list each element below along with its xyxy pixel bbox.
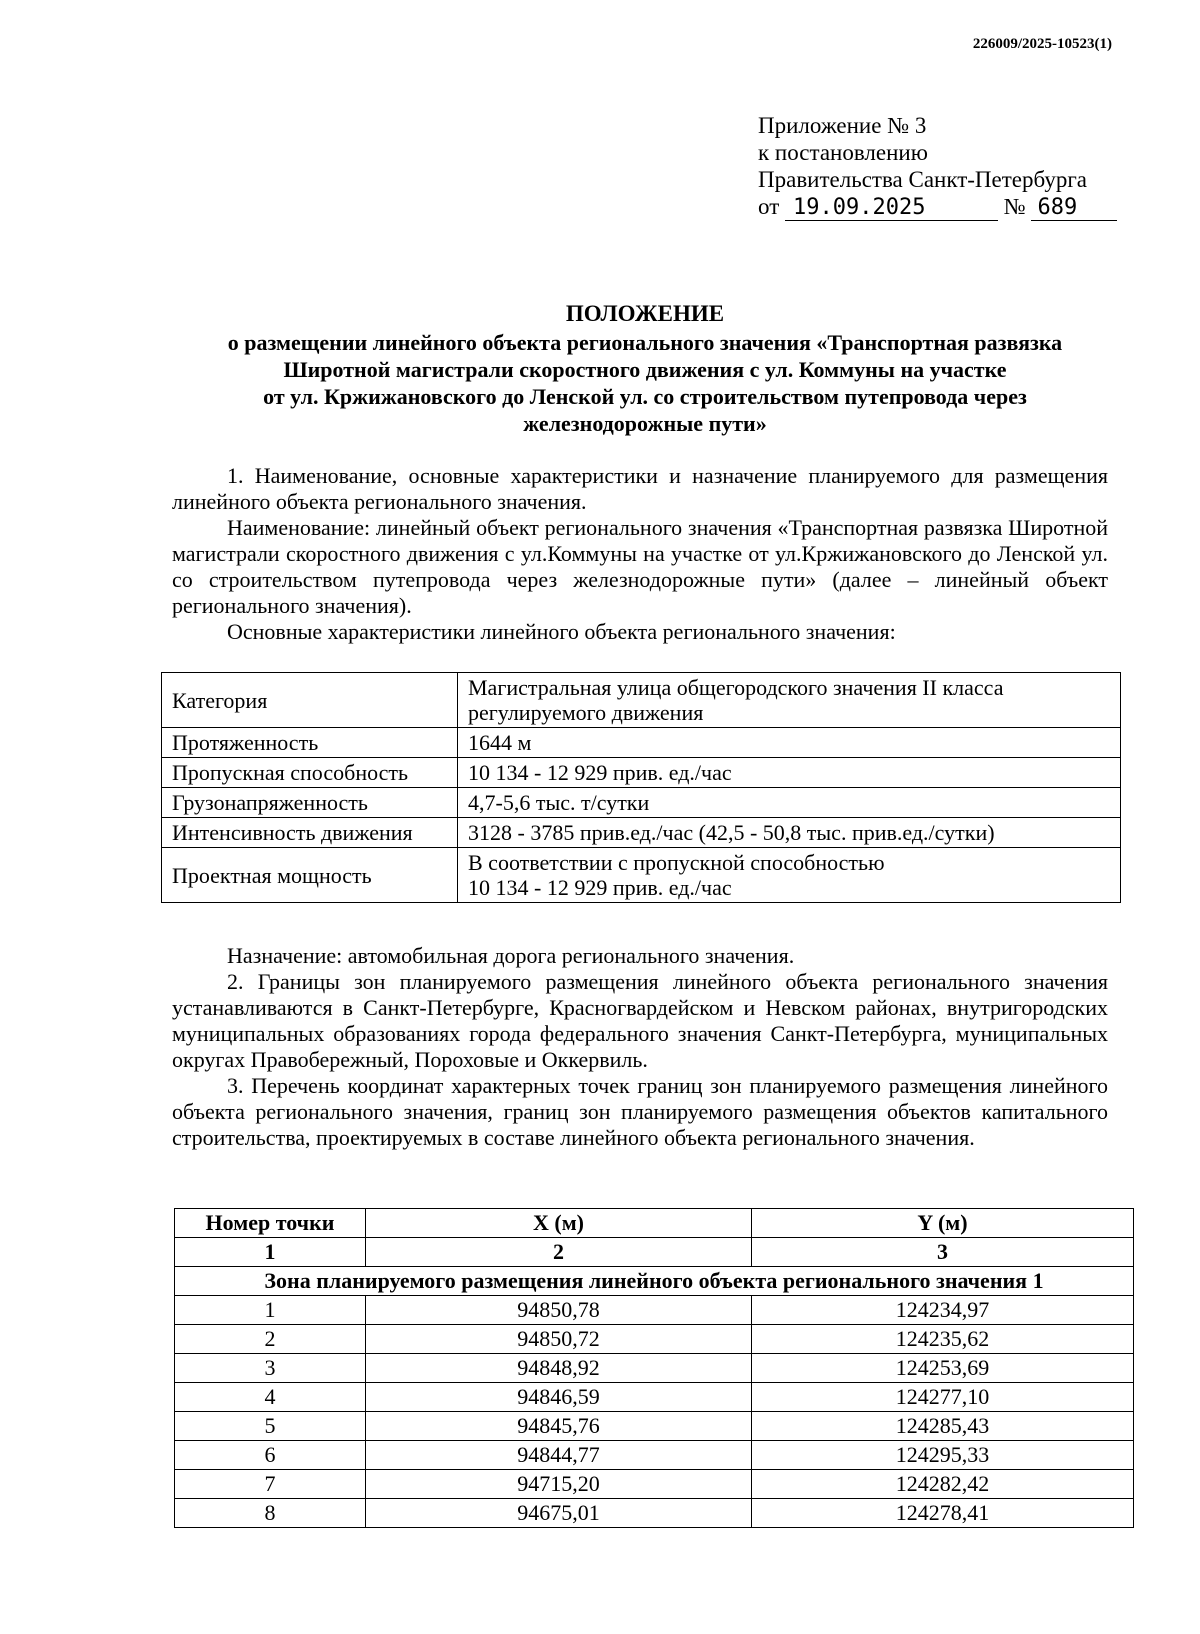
header-point-number: Номер точки: [175, 1209, 366, 1238]
x-coordinate: 94844,77: [366, 1441, 752, 1470]
coordinate-rows: [175, 1296, 1134, 1528]
char-value: 4,7-5,6 тыс. т/сутки: [458, 788, 1121, 818]
y-coordinate: 124277,10: [752, 1383, 1134, 1412]
appendix-header: [758, 112, 1117, 221]
char-key: Интенсивность движения: [162, 818, 458, 848]
title-line-2: Широтной магистрали скоростного движения с ул. Коммуны на участке: [283, 357, 1007, 382]
number-label: №: [1003, 194, 1026, 219]
section-2-paragraph-3: 3. Перечень координат характерных точек границ зон планируемого размещения линейного объекта регионального значения, границ зон планируемого размещения объектов капитального строительства, проектируемых в составе линейного объекта регионального значения.: [172, 1073, 1108, 1150]
point-number: 5: [175, 1412, 366, 1441]
section-1-paragraph-3: Основные характеристики линейного объекта регионального значения:: [227, 619, 896, 644]
y-coordinate: 124234,97: [752, 1296, 1134, 1325]
char-value-line: регулируемого движения: [468, 700, 704, 725]
char-value: 1644 м: [458, 728, 1121, 758]
char-value: [458, 673, 1121, 728]
column-number-row: [175, 1238, 1134, 1267]
x-coordinate: 94845,76: [366, 1412, 752, 1441]
column-number: 3: [752, 1238, 1134, 1267]
char-value-line: Магистральная улица общегородского значения II класса: [468, 675, 1004, 700]
appendix-line-1: Приложение № 3: [758, 113, 927, 138]
x-coordinate: 94846,59: [366, 1383, 752, 1412]
y-coordinate: 124295,33: [752, 1441, 1134, 1470]
header-x: X (м): [366, 1209, 752, 1238]
title-heading: ПОЛОЖЕНИЕ: [565, 301, 725, 326]
x-coordinate: 94850,78: [366, 1296, 752, 1325]
table-row: [175, 1325, 1134, 1354]
table-row: [162, 818, 1121, 848]
table-row: [175, 1412, 1134, 1441]
table-row: [175, 1441, 1134, 1470]
x-coordinate: 94715,20: [366, 1470, 752, 1499]
resolution-number: 689: [1031, 196, 1117, 221]
point-number: 1: [175, 1296, 366, 1325]
char-key: Проектная мощность: [162, 848, 458, 903]
title-line-4: железнодорожные пути»: [523, 411, 767, 436]
char-value-line: В соответствии с пропускной способностью: [468, 850, 885, 875]
coordinates-table: [174, 1208, 1134, 1528]
point-number: 4: [175, 1383, 366, 1412]
y-coordinate: 124235,62: [752, 1325, 1134, 1354]
table-row: [162, 758, 1121, 788]
y-coordinate: 124285,43: [752, 1412, 1134, 1441]
zone-title: Зона планируемого размещения линейного объекта регионального значения 1: [175, 1267, 1134, 1296]
appendix-line-3: Правительства Санкт-Петербурга: [758, 167, 1087, 192]
char-key: Категория: [162, 673, 458, 728]
from-label: от: [758, 194, 780, 219]
x-coordinate: 94848,92: [366, 1354, 752, 1383]
section-2: [172, 943, 1108, 1151]
section-1-paragraph-1: 1. Наименование, основные характеристики и назначение планируемого для размещения линейного объекта регионального значения.: [172, 463, 1108, 514]
point-number: 2: [175, 1325, 366, 1354]
point-number: 7: [175, 1470, 366, 1499]
table-row: [162, 788, 1121, 818]
x-coordinate: 94675,01: [366, 1499, 752, 1528]
characteristics-table: [161, 672, 1121, 903]
table-row: [162, 728, 1121, 758]
point-number: 8: [175, 1499, 366, 1528]
char-value: 3128 - 3785 прив.ед./час (42,5 - 50,8 тыс. прив.ед./сутки): [458, 818, 1121, 848]
document-number: 226009/2025-10523(1): [972, 36, 1112, 52]
section-2-paragraph-2: 2. Границы зон планируемого размещения линейного объекта регионального значения устанавливаются в Санкт-Петербурге, Красногвардейском и Невском районах, внутригородских муниципальных образованиях города федерального значения Санкт-Петербурга, муниципальных округах Правобережный, Пороховые и Оккервиль.: [172, 969, 1108, 1072]
table-row: [162, 673, 1121, 728]
appendix-date-line: [758, 193, 1117, 221]
y-coordinate: 124253,69: [752, 1354, 1134, 1383]
table-row: [175, 1383, 1134, 1412]
document-title: [150, 300, 1140, 437]
section-1-paragraph-2: Наименование: линейный объект регионального значения «Транспортная развязка Широтной магистрали скоростного движения с ул.Коммуны на участке от ул.Кржижановского до Ленской ул. со строительством путепровода через железнодорожные пути» (далее – линейный объект регионального значения).: [172, 515, 1108, 618]
column-number: 1: [175, 1238, 366, 1267]
appendix-line-2: к постановлению: [758, 140, 928, 165]
header-y: Y (м): [752, 1209, 1134, 1238]
x-coordinate: 94850,72: [366, 1325, 752, 1354]
column-number: 2: [366, 1238, 752, 1267]
char-value: 10 134 - 12 929 прив. ед./час: [458, 758, 1121, 788]
char-key: Протяженность: [162, 728, 458, 758]
char-key: Грузонапряженность: [162, 788, 458, 818]
section-1: [172, 463, 1108, 645]
point-number: 6: [175, 1441, 366, 1470]
table-row: [175, 1470, 1134, 1499]
table-row: [175, 1296, 1134, 1325]
resolution-date: 19.09.2025: [785, 196, 998, 221]
zone-row: [175, 1267, 1134, 1296]
char-key: Пропускная способность: [162, 758, 458, 788]
char-value-line: 10 134 - 12 929 прив. ед./час: [468, 875, 732, 900]
y-coordinate: 124278,41: [752, 1499, 1134, 1528]
table-header-row: [175, 1209, 1134, 1238]
title-line-1: о размещении линейного объекта регионального значения «Транспортная развязка: [227, 330, 1063, 355]
table-row: [162, 848, 1121, 903]
char-value: [458, 848, 1121, 903]
title-line-3: от ул. Кржижановского до Ленской ул. со строительством путепровода через: [263, 384, 1027, 409]
section-2-paragraph-1: Назначение: автомобильная дорога регионального значения.: [227, 943, 795, 968]
table-row: [175, 1354, 1134, 1383]
point-number: 3: [175, 1354, 366, 1383]
table-row: [175, 1499, 1134, 1528]
y-coordinate: 124282,42: [752, 1470, 1134, 1499]
